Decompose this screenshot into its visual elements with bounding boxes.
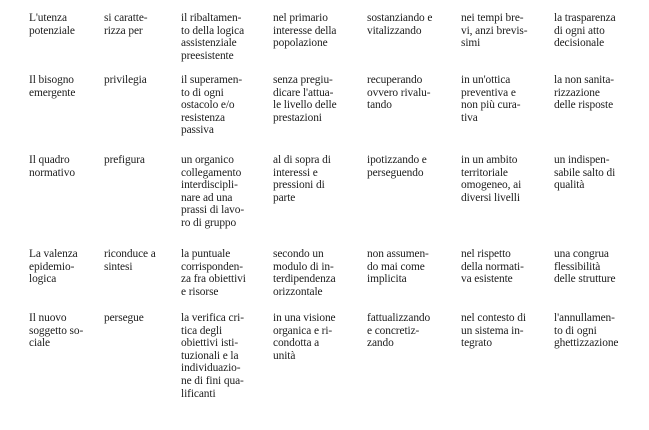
table-cell: secondo un modulo di in- terdipendenza orizzontale xyxy=(273,248,336,298)
table-cell: un indispen- sabile salto di qualità xyxy=(554,154,616,192)
table-cell: si caratte- rizza per xyxy=(104,12,148,37)
table-cell: Il nuovo soggetto so- ciale xyxy=(29,312,84,350)
table-cell: la verifica cri- tica degli obiettivi isti- tuzionali e la individuazio- ne di fini qua- lificanti xyxy=(181,312,244,400)
table-cell: L'utenza potenziale xyxy=(29,12,75,37)
table-cell: persegue xyxy=(104,312,144,324)
table-cell: non assumen- do mai come implicita xyxy=(367,248,429,286)
table-cell: in una visione organica e ri- condotta a unità xyxy=(273,312,336,362)
table-cell: la puntuale corrisponden- za fra obiettivi e risorse xyxy=(181,248,246,298)
table-cell: in un'ottica preventiva e non più cura- tiva xyxy=(461,74,521,124)
table-cell: nel rispetto della normati- va esistente xyxy=(461,248,524,286)
table-cell: fattualizzando e concretiz- zando xyxy=(367,312,431,350)
table-cell: il superamen- to di ogni ostacolo e/o resistenza passiva xyxy=(181,74,243,137)
table-cell: La valenza epidemio- logica xyxy=(29,248,78,286)
table-cell: l'annullamen- to di ogni ghettizzazione xyxy=(554,312,619,350)
table-cell: sostanziando e vitalizzando xyxy=(367,12,433,37)
table-cell: nel primario interesse della popolazione xyxy=(273,12,337,50)
table-cell: un organico collegamento interdiscipli- nare ad una prassi di lavo- ro di gruppo xyxy=(181,154,245,229)
table-cell: privilegia xyxy=(104,74,147,86)
table-cell: la non sanita- rizzazione delle risposte xyxy=(554,74,614,112)
table-cell: nei tempi bre- vi, anzi brevis- simi xyxy=(461,12,528,50)
table-cell: Il bisogno emergente xyxy=(29,74,76,99)
table-cell: prefigura xyxy=(104,154,145,166)
table-cell: ipotizzando e perseguendo xyxy=(367,154,427,179)
table-cell: riconduce a sintesi xyxy=(104,248,156,273)
table-cell: al di sopra di interessi e pressioni di parte xyxy=(273,154,331,204)
table-cell: recuperando ovvero rivalu- tando xyxy=(367,74,431,112)
table-cell: la trasparenza di ogni atto decisionale xyxy=(554,12,616,50)
table-cell: il ribaltamen- to della logica assistenziale preesistente xyxy=(181,12,245,62)
table-cell: nel contesto di un sistema in- tegrato xyxy=(461,312,526,350)
table-cell: in un ambito territoriale omogeneo, ai diversi livelli xyxy=(461,154,522,204)
table-cell: senza pregiu- dicare l'attua- le livello delle prestazioni xyxy=(273,74,337,124)
table-cell: una congrua flessibilità delle strutture xyxy=(554,248,616,286)
table-cell: Il quadro normativo xyxy=(29,154,75,179)
